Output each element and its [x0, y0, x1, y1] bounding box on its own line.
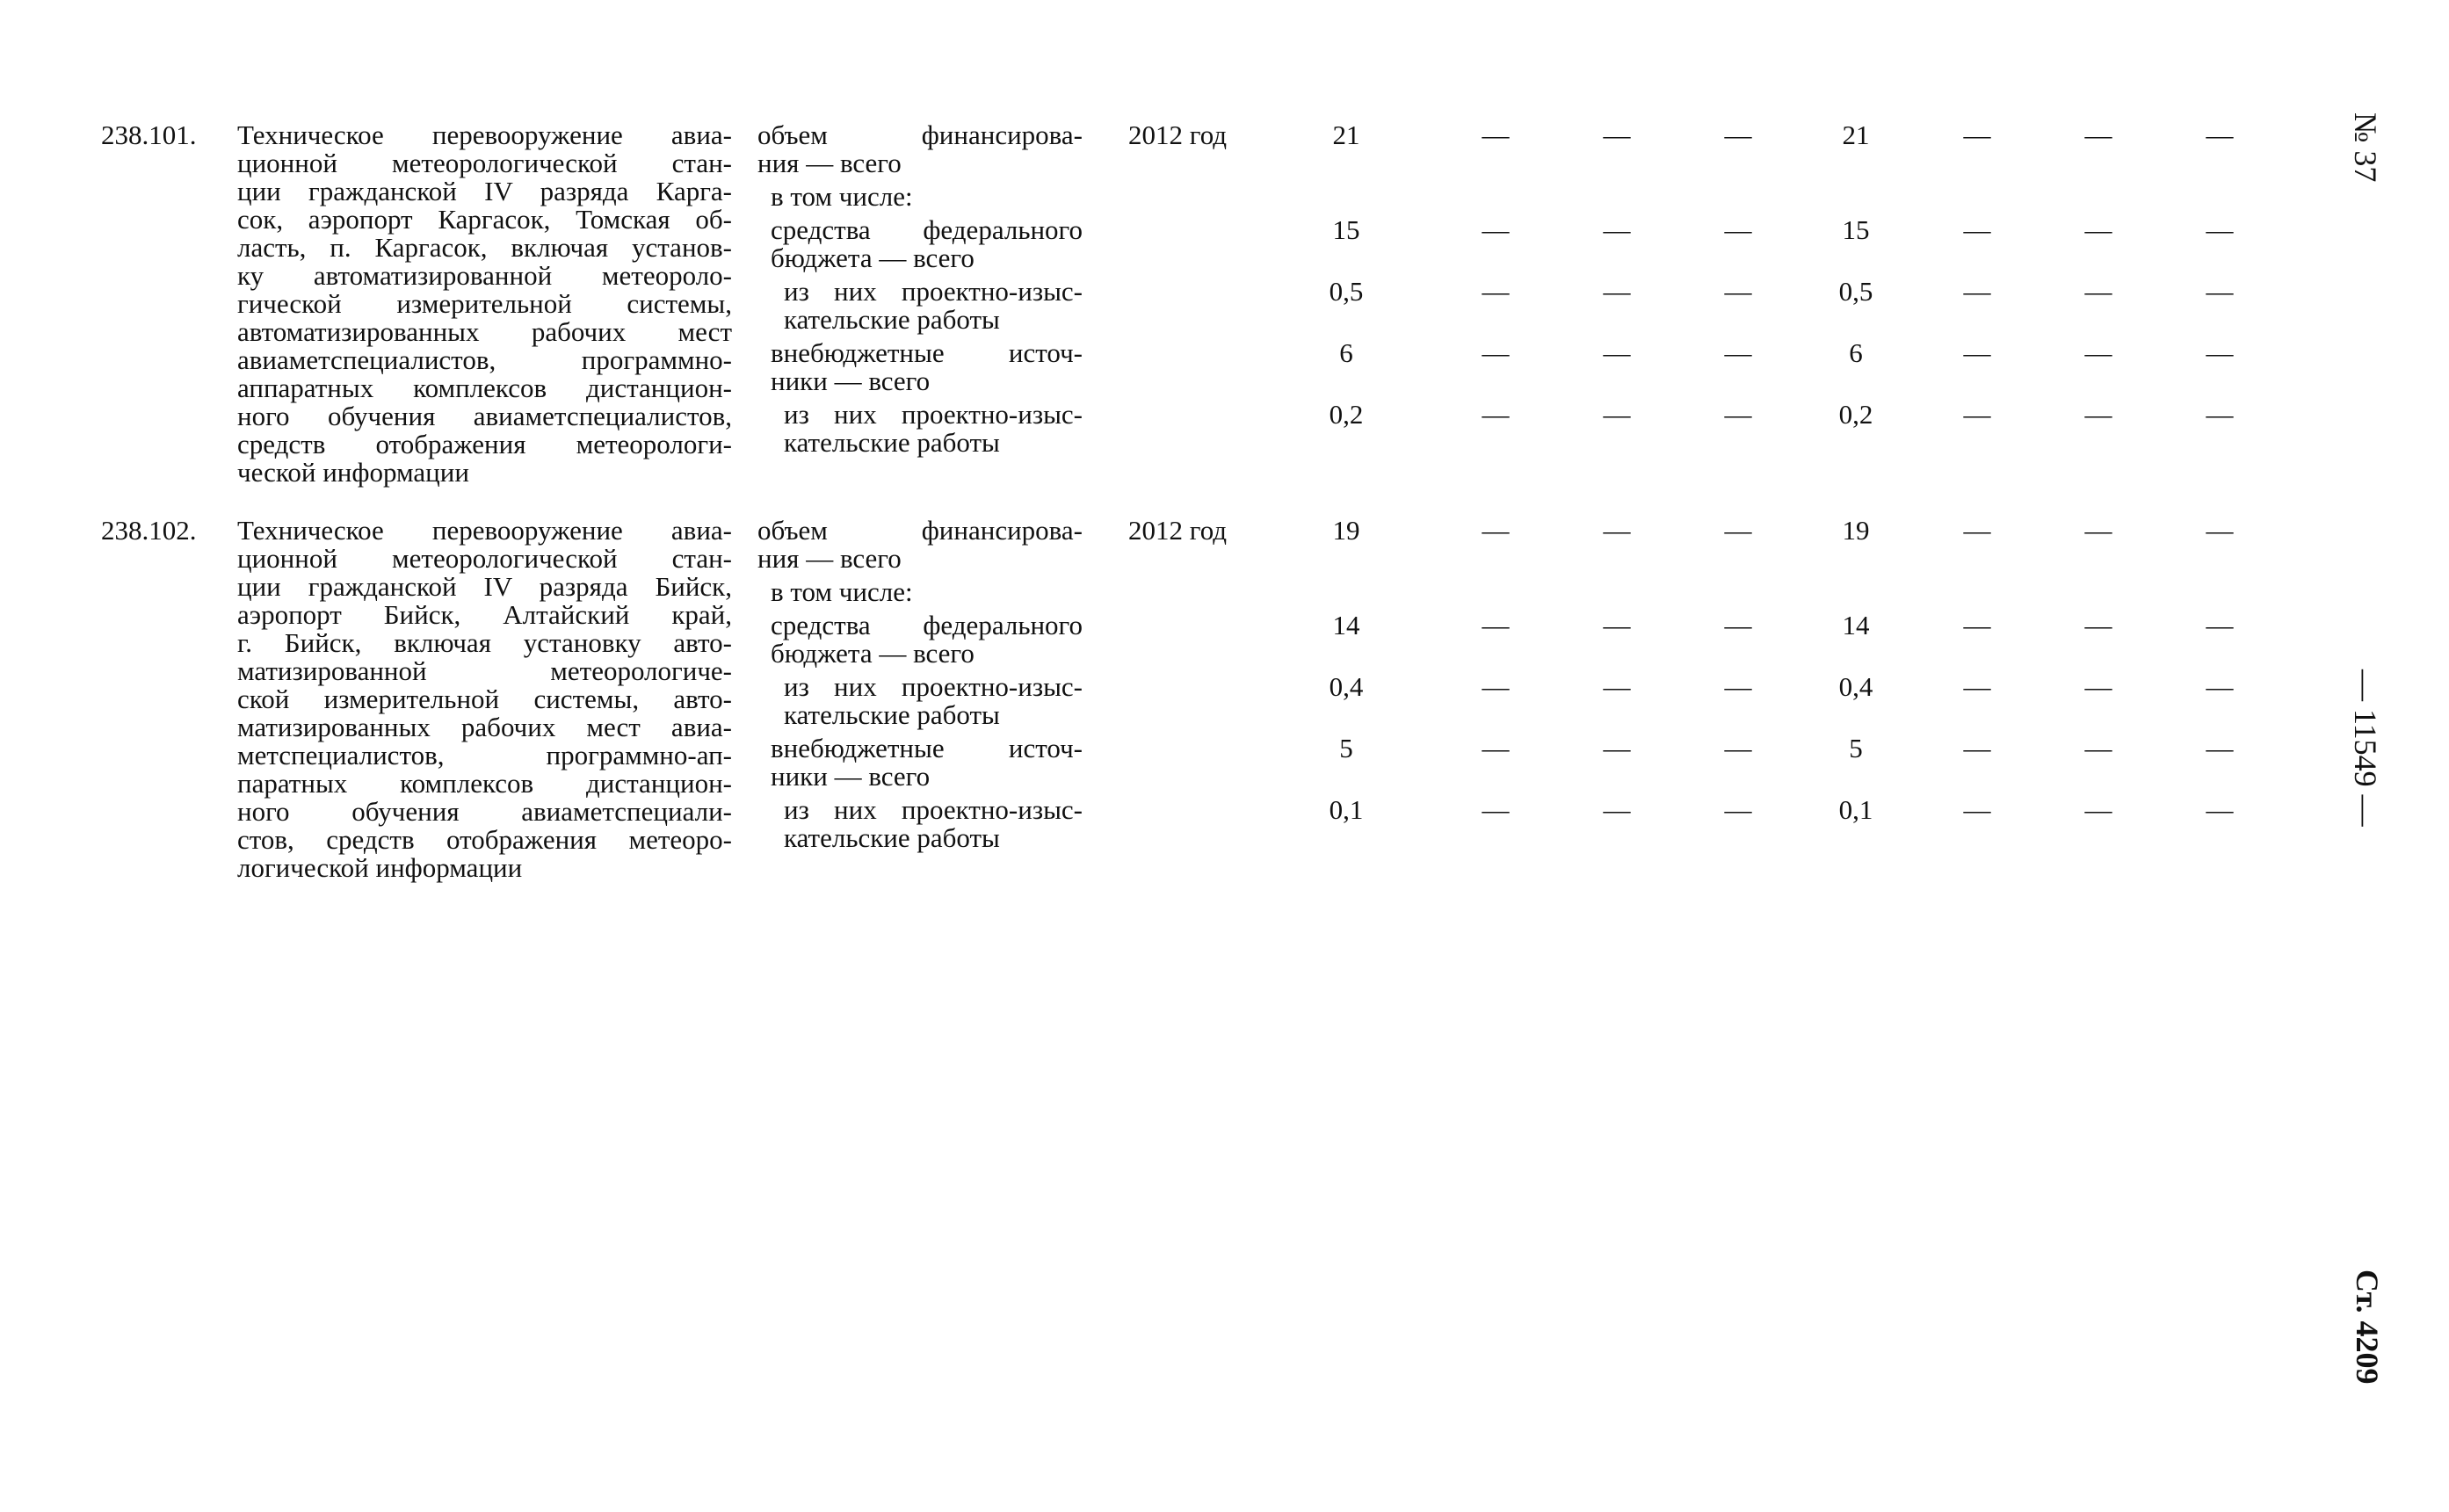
financing-item [757, 796, 1083, 852]
value-cell: — [1724, 610, 1752, 640]
value-cell: — [1603, 399, 1631, 430]
financing-line: внебюджетные источ- [771, 337, 1083, 368]
description-line: средств отображения метеорологи- [237, 429, 732, 459]
value-cell: — [1603, 214, 1631, 245]
value-cell: — [1963, 733, 1991, 763]
value-cell: — [2206, 794, 2234, 825]
value-cell: 19 [1842, 515, 1870, 546]
value-cell: — [2206, 515, 2234, 546]
value-cell: — [1963, 276, 1991, 307]
description-line: стов, средств отображения метеоро- [237, 824, 732, 855]
value-cell: — [1603, 515, 1631, 546]
financing-item [757, 339, 1083, 395]
description-line: ции гражданской IV разряда Карга- [237, 176, 732, 206]
description-line: ласть, п. Каргасок, включая установ- [237, 232, 732, 263]
description-line: г. Бийск, включая установку авто- [237, 627, 732, 658]
value-cell: — [1482, 794, 1510, 825]
description-line: ционной метеорологической стан- [237, 543, 732, 574]
financing-line: бюджета — всего [771, 638, 975, 669]
value-cell: — [1963, 214, 1991, 245]
description-line: ции гражданской IV разряда Бийск, [237, 571, 732, 602]
value-cell: — [1482, 337, 1510, 368]
description-line: ного обучения авиаметспециали- [237, 796, 732, 827]
value-cell: 15 [1842, 214, 1870, 245]
description-line: ческой информации [237, 457, 469, 488]
financing-item [757, 183, 1083, 211]
values-row [0, 339, 2449, 367]
value-cell: — [1482, 515, 1510, 546]
description-line: матизированной метеорологиче- [237, 655, 732, 686]
financing-item [757, 216, 1083, 272]
value-cell: — [1724, 399, 1752, 430]
financing-item [757, 517, 1083, 573]
value-cell: — [2084, 119, 2112, 150]
financing-line: кательские работы [784, 699, 1000, 730]
entry-number: 238.102. [101, 515, 197, 546]
value-cell: — [2084, 214, 2112, 245]
value-cell: — [1603, 119, 1631, 150]
value-cell: — [1963, 119, 1991, 150]
value-cell: — [1482, 610, 1510, 640]
description-line: аэропорт Бийск, Алтайский край, [237, 599, 732, 630]
value-cell: — [1603, 610, 1631, 640]
value-cell: — [2206, 337, 2234, 368]
value-cell: — [2206, 733, 2234, 763]
value-cell: 6 [1849, 337, 1863, 368]
financing-item [757, 121, 1083, 177]
value-cell: — [2084, 337, 2112, 368]
description-line: Техническое перевооружение авиа- [237, 119, 732, 150]
value-cell: — [1603, 337, 1631, 368]
value-cell: — [1724, 515, 1752, 546]
financing-line: кательские работы [784, 427, 1000, 458]
financing-item [757, 673, 1083, 729]
value-cell: — [1724, 337, 1752, 368]
value-cell: — [2084, 610, 2112, 640]
value-cell: — [2206, 610, 2234, 640]
values-row [0, 673, 2449, 701]
financing-line: кательские работы [784, 822, 1000, 853]
description-line: ного обучения авиаметспециалистов, [237, 401, 732, 431]
value-cell: 19 [1332, 515, 1360, 546]
entry-year: 2012 год [1128, 119, 1228, 150]
value-cell: 5 [1339, 733, 1353, 763]
value-cell: 14 [1332, 610, 1360, 640]
description-line: метспециалистов, программно-ап- [237, 740, 732, 770]
value-cell: — [1724, 214, 1752, 245]
description-line: ционной метеорологической стан- [237, 148, 732, 178]
value-cell: — [1482, 733, 1510, 763]
financing-line: внебюджетные источ- [771, 733, 1083, 763]
value-cell: 0,4 [1838, 671, 1873, 702]
financing-line: ники — всего [771, 365, 931, 396]
value-cell: 0,5 [1838, 276, 1873, 307]
value-cell: — [2084, 276, 2112, 307]
value-cell: — [2084, 399, 2112, 430]
value-cell: — [1482, 399, 1510, 430]
value-cell: — [1963, 515, 1991, 546]
values-row [0, 278, 2449, 306]
values-row [0, 734, 2449, 763]
financing-item [757, 401, 1083, 457]
value-cell: — [1724, 794, 1752, 825]
value-cell: 6 [1339, 337, 1353, 368]
financing-item [757, 611, 1083, 668]
value-cell: — [1724, 276, 1752, 307]
financing-line: в том числе: [771, 181, 913, 212]
value-cell: — [1963, 794, 1991, 825]
value-cell: — [2206, 399, 2234, 430]
description-line: логической информации [237, 852, 523, 883]
value-cell: — [1482, 214, 1510, 245]
values-row [0, 794, 2449, 827]
value-cell: 15 [1332, 214, 1360, 245]
value-cell: — [1603, 276, 1631, 307]
financing-line: кательские работы [784, 304, 1000, 335]
financing-line: средства федерального [771, 214, 1083, 245]
financing-line: ники — всего [771, 761, 931, 792]
page-number: Ст. 4209 [2350, 1270, 2385, 1385]
financing-line: ния — всего [757, 543, 902, 574]
financing-line: из них проектно-изыс- [784, 671, 1083, 702]
description-line: Техническое перевооружение авиа- [237, 515, 732, 546]
values-row [0, 611, 2449, 640]
value-cell: — [1724, 671, 1752, 702]
entry-number: 238.101. [101, 119, 197, 150]
value-cell: 0,1 [1838, 794, 1873, 825]
value-cell: — [1963, 610, 1991, 640]
value-cell: — [2084, 515, 2112, 546]
description-line: гической измерительной системы, [237, 288, 732, 319]
value-cell: — [1963, 337, 1991, 368]
values-row [0, 216, 2449, 244]
value-cell: — [2206, 671, 2234, 702]
financing-line: ния — всего [757, 148, 902, 178]
description-line: матизированных рабочих мест авиа- [237, 712, 732, 742]
financing-item [757, 278, 1083, 334]
value-cell: — [2206, 119, 2234, 150]
description-line: аппаратных комплексов дистанцион- [237, 373, 732, 403]
financing-line: объем финансирова- [757, 119, 1083, 150]
financing-line: из них проектно-изыс- [784, 276, 1083, 307]
value-cell: — [2084, 794, 2112, 825]
value-cell: — [1963, 671, 1991, 702]
description-line: паратных комплексов дистанцион- [237, 768, 732, 799]
value-cell: — [2084, 671, 2112, 702]
description-line: ской измерительной системы, авто- [237, 684, 732, 714]
value-cell: — [1963, 399, 1991, 430]
financing-line: средства федерального [771, 610, 1083, 640]
description-line: ку автоматизированной метеороло- [237, 260, 732, 291]
financing-line: объем финансирова- [757, 515, 1083, 546]
value-cell: 21 [1332, 119, 1360, 150]
financing-item [757, 734, 1083, 791]
values-row [0, 401, 2449, 429]
financing-line: бюджета — всего [771, 242, 975, 273]
value-cell: 14 [1842, 610, 1870, 640]
value-cell: — [1482, 276, 1510, 307]
description-line: авиаметспециалистов, программно- [237, 344, 732, 375]
value-cell: — [1724, 119, 1752, 150]
financing-item [757, 578, 1083, 606]
value-cell: — [1482, 671, 1510, 702]
value-cell: 0,1 [1329, 794, 1364, 825]
value-cell: 0,4 [1329, 671, 1364, 702]
financing-line: из них проектно-изыс- [784, 794, 1083, 825]
value-cell: 0,2 [1838, 399, 1873, 430]
value-cell: — [1603, 733, 1631, 763]
financing-line: из них проектно-изыс- [784, 399, 1083, 430]
financing-line: в том числе: [771, 576, 913, 607]
value-cell: 0,2 [1329, 399, 1364, 430]
entry-year: 2012 год [1128, 515, 1228, 546]
value-cell: 5 [1849, 733, 1863, 763]
description-line: автоматизированных рабочих мест [237, 316, 732, 347]
value-cell: — [1482, 119, 1510, 150]
value-cell: — [1603, 794, 1631, 825]
issue-number: № 37 [2348, 112, 2383, 183]
description-line: сок, аэропорт Каргасок, Томская об- [237, 204, 732, 235]
value-cell: — [2206, 276, 2234, 307]
value-cell: 0,5 [1329, 276, 1364, 307]
value-cell: 21 [1842, 119, 1870, 150]
page-code: — 11549 — [2348, 669, 2383, 827]
value-cell: — [2206, 214, 2234, 245]
value-cell: — [1603, 671, 1631, 702]
value-cell: — [2084, 733, 2112, 763]
value-cell: — [1724, 733, 1752, 763]
